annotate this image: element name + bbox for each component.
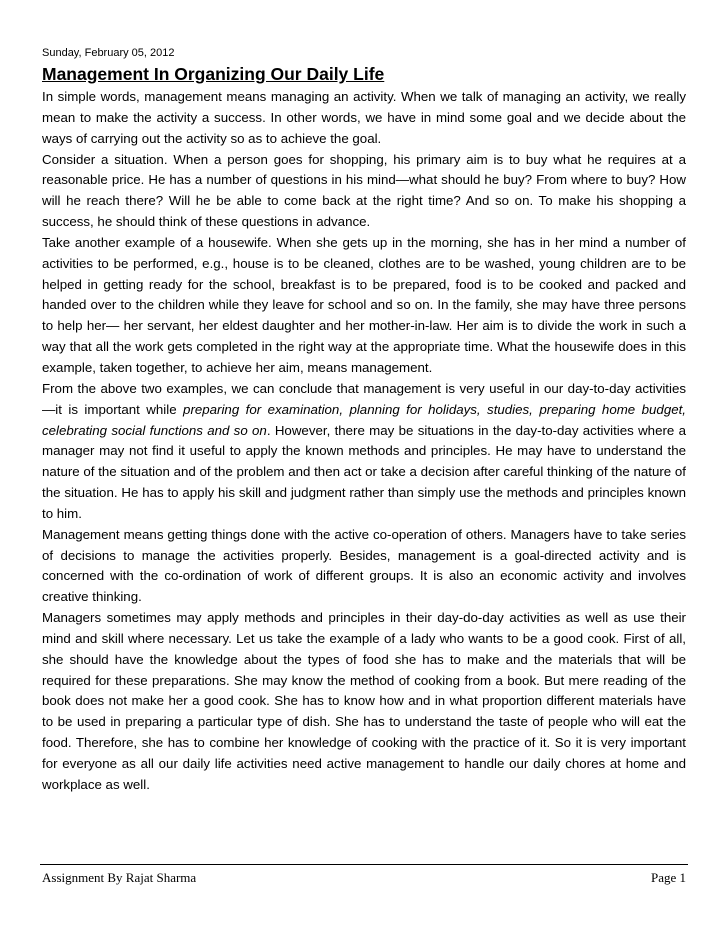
post-date: Sunday, February 05, 2012 (42, 47, 175, 59)
page-footer (42, 870, 686, 886)
page-title: Management In Organizing Our Daily Life (42, 64, 385, 84)
footer-page-number: Page 1 (650, 870, 686, 885)
paragraph-conclusion-start: From the above two examples, we can conclude that management is very useful in our day-to-day activities—it is important while (42, 380, 686, 417)
paragraph-housewife-example: Take another example of a housewife. When she gets up in the morning, she has in her mind a number of activities to be performed, e.g., house is to be cleaned, clothes are to be washed, young children are to be helped in getting ready for the school, breakfast is to be prepared, food is to be cooked and packed and handed over to the children while they leave for school and so on. In the family, she may have three persons to help her— her servant, her eldest daughter and her mother-in-law. Her aim is to divide the work in such a way that all the work gets completed in the right way at the appropriate time. What the housewife does in this example, taken together, to achieve her aim, means management. (42, 234, 686, 375)
paragraph-definition: In simple words, management means managing an activity. When we talk of managing an activity, we really mean to make the activity a success. In other words, we have in mind some goal and we decide about the ways of carrying out the activity so as to achieve the goal. (42, 89, 686, 146)
paragraph-conclusion-italic: preparing for examination, planning for holidays, studies, preparing home budget, celebrating social functions and so on (42, 401, 687, 438)
footer-author: Assignment By Rajat Sharma (42, 870, 197, 885)
paragraph-conclusion-end: . However, there may be situations in the day-to-day activities where a manager may not find it useful to apply the known methods and principles. He may have to understand the nature of the situation and of the problem and then act or take a decision after careful thinking of the nature of the situation. He has to apply his skill and judgment rather than simply use the methods and principles known to him. (42, 422, 686, 521)
paragraph-conclusion (42, 379, 686, 525)
paragraph-cook-example: Managers sometimes may apply methods and principles in their day-do-day activities as well as use their mind and skill where necessary. Let us take the example of a lady who wants to be a good cook. First of all, she should have the knowledge about the types of food she has to make and the materials that will be required for these preparations. She may know the method of cooking from a book. But mere reading of the book does not make her a good cook. She has to know how and in what proportion different materials have to be used in preparing a particular type of dish. She has to understand the taste of people who will eat the food. Therefore, she has to combine her knowledge of cooking with the practice of it. So it is very important for everyone as all our daily life activities need active management to handle our daily chores at home and workplace as well. (42, 610, 686, 792)
paragraph-cooperation: Management means getting things done with the active co-operation of others. Managers have to take series of decisions to manage the activities properly. Besides, management is a goal-directed activity and is concerned with the co-ordination of work of different groups. It is also an economic activity and involves creative thinking. (42, 526, 686, 605)
paragraph-shopping-example: Consider a situation. When a person goes for shopping, his primary aim is to buy what he requires at a reasonable price. He has a number of questions in his mind—what should he buy? From where to buy? How will he reach there? Will he be able to come back at the right time? And so on. To make his shopping a success, he should think of these questions in advance. (42, 151, 686, 230)
footer-divider (40, 864, 688, 865)
